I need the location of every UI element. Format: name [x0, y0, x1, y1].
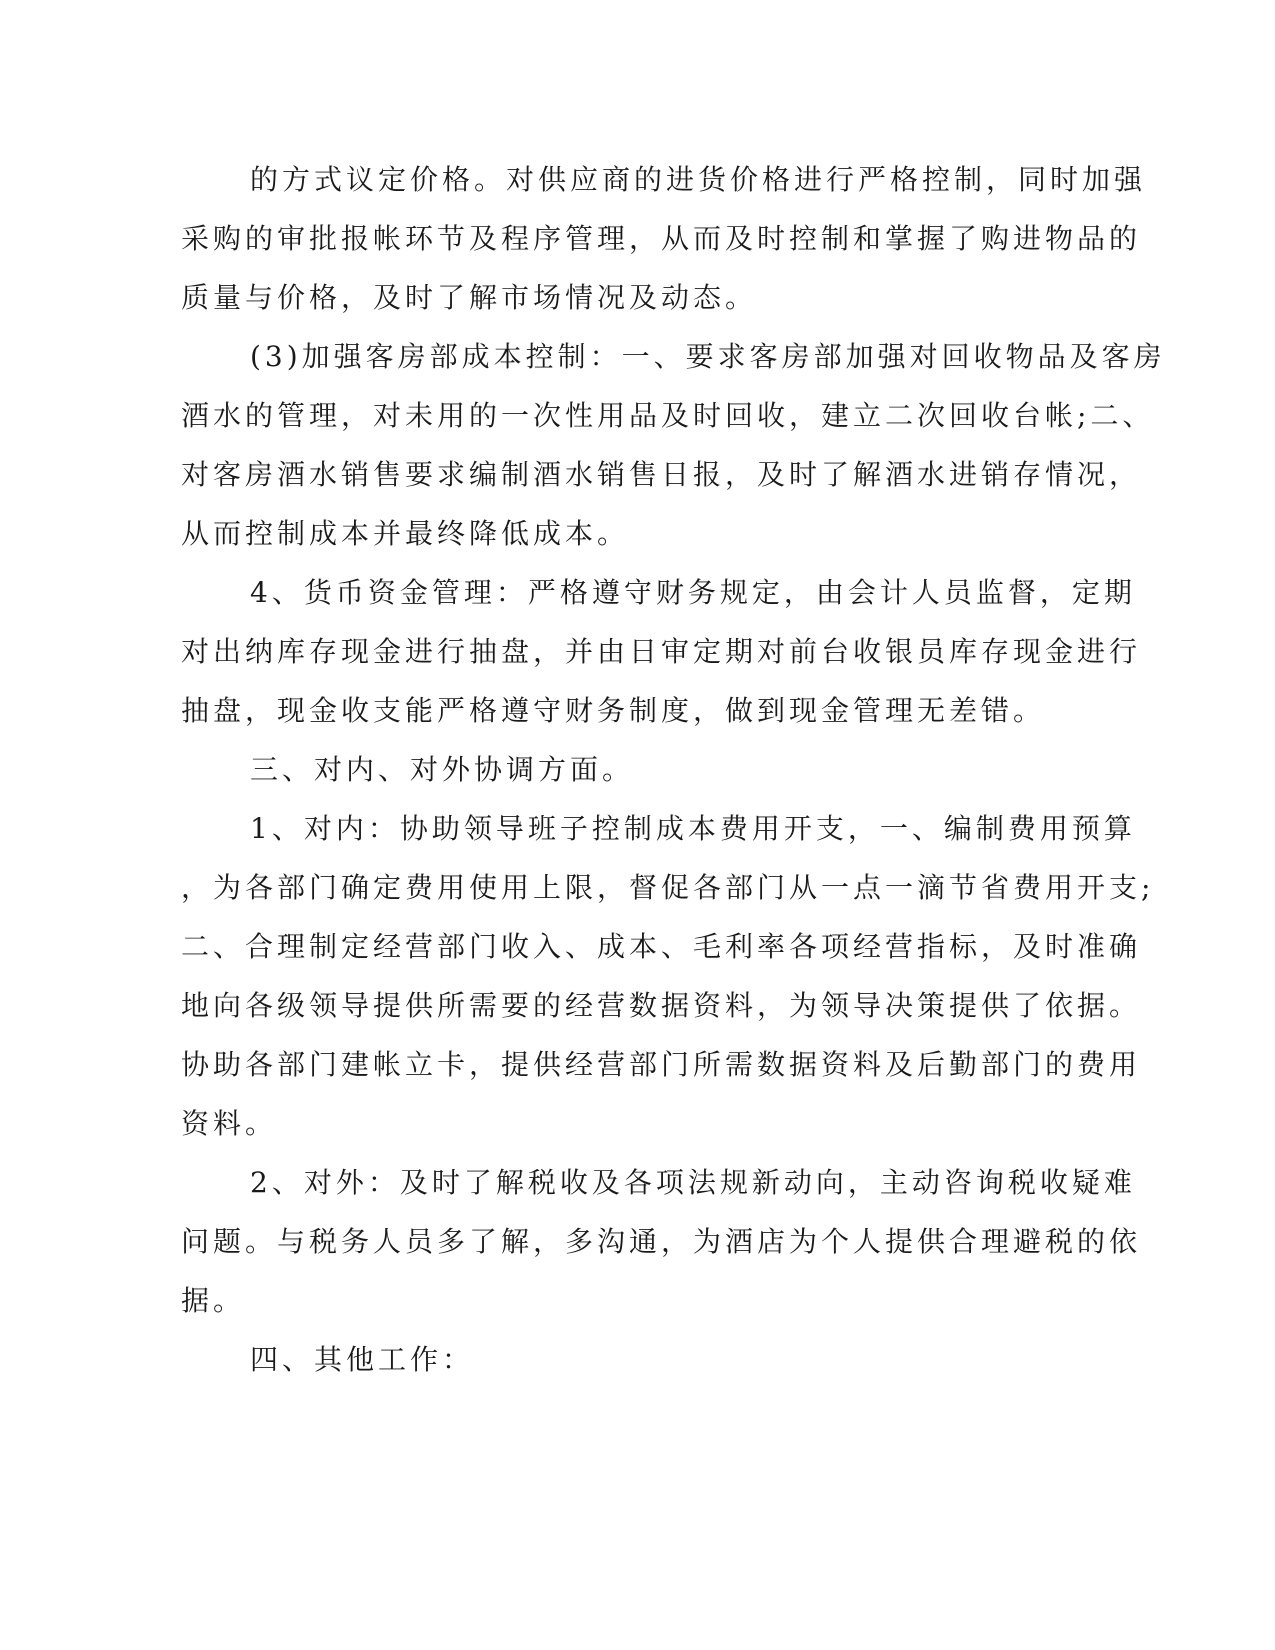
- text-line: 三、对内、对外协调方面。: [250, 753, 635, 786]
- text-line: 的方式议定价格。对供应商的进货价格进行严格控制，同时加强: [250, 163, 1147, 196]
- text-line: 对客房酒水销售要求编制酒水销售日报，及时了解酒水进销存情况，: [181, 458, 1142, 491]
- text-line: 采购的审批报帐环节及程序管理，从而及时控制和掌握了购进物品的: [181, 222, 1142, 255]
- text-line: 资料。: [181, 1107, 278, 1140]
- text-line: 1、对内：协助领导班子控制成本费用开支，一、编制费用预算: [250, 812, 1136, 845]
- text-line: 据。: [181, 1284, 246, 1317]
- text-line: 抽盘，现金收支能严格遵守财务制度，做到现金管理无差错。: [181, 694, 1046, 727]
- text-line: 四、其他工作：: [250, 1343, 475, 1376]
- text-line: 2、对外：及时了解税收及各项法规新动向，主动咨询税收疑难: [250, 1166, 1136, 1199]
- text-line: 对出纳库存现金进行抽盘，并由日审定期对前台收银员库存现金进行: [181, 635, 1142, 668]
- text-line: 酒水的管理，对未用的一次性用品及时回收，建立二次回收台帐;二、: [181, 399, 1155, 432]
- text-line: 二、合理制定经营部门收入、成本、毛利率各项经营指标，及时准确: [181, 930, 1142, 963]
- text-line: 地向各级领导提供所需要的经营数据资料，为领导决策提供了依据。: [181, 989, 1142, 1022]
- text-line: 从而控制成本并最终降低成本。: [181, 517, 630, 550]
- text-line: 问题。与税务人员多了解，多沟通，为酒店为个人提供合理避税的依: [181, 1225, 1142, 1258]
- text-line: 4、货币资金管理：严格遵守财务规定，由会计人员监督，定期: [250, 576, 1136, 609]
- text-line: ，为各部门确定费用使用上限，督促各部门从一点一滴节省费用开支;: [181, 871, 1155, 904]
- text-line: 协助各部门建帐立卡，提供经营部门所需数据资料及后勤部门的费用: [181, 1048, 1142, 1081]
- text-line: 质量与价格，及时了解市场情况及动态。: [181, 281, 758, 314]
- text-line: (3)加强客房部成本控制：一、要求客房部加强对回收物品及客房: [250, 340, 1166, 373]
